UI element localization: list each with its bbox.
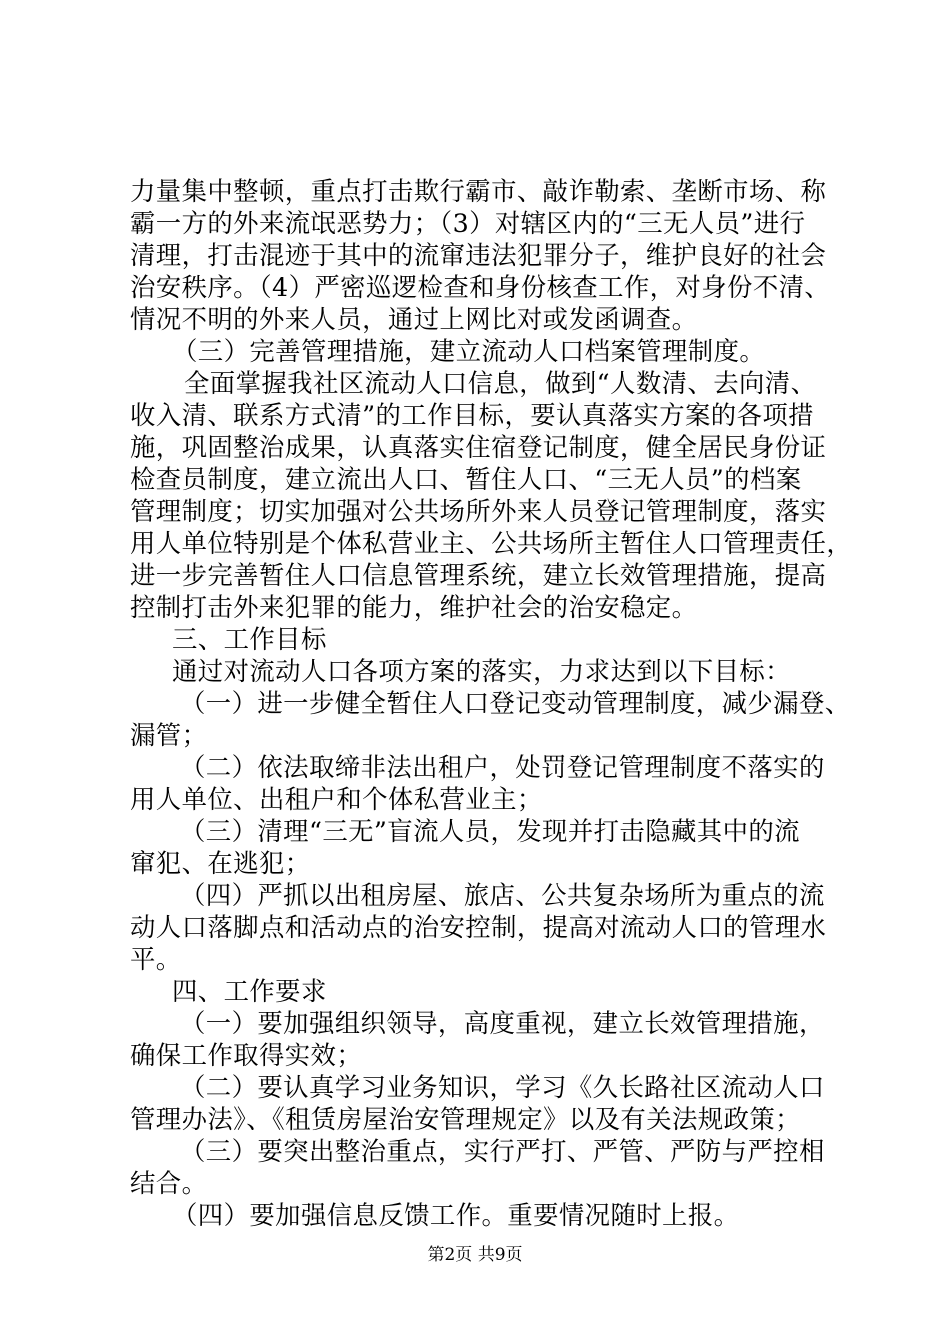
text-line: 检查员制度，建立流出人口、暂住人口、“三无人员”的档案 — [130, 464, 802, 494]
text-line: 清理，打击混迹于其中的流窜违法犯罪分子，维护良好的社会 — [130, 240, 827, 270]
text-line: 窜犯、在逃犯； — [130, 848, 311, 878]
section-heading: 四、工作要求 — [172, 976, 327, 1006]
text-line: 漏管； — [130, 720, 208, 750]
section-heading: 三、工作目标 — [172, 624, 327, 654]
text-line: 全面掌握我社区流动人口信息，做到“人数清、去向清、 — [184, 368, 817, 398]
list-item: （二）依法取缔非法出租户，处罚登记管理制度不落实的 — [180, 752, 825, 782]
list-item: （一）要加强组织领导，高度重视，建立长效管理措施， — [180, 1008, 825, 1038]
page-number-footer: 第2页 共9页 — [427, 1245, 523, 1265]
section-heading: （三）完善管理措施，建立流动人口档案管理制度。 — [172, 336, 766, 366]
list-item: （一）进一步健全暂住人口登记变动管理制度，减少漏登、 — [180, 688, 851, 718]
list-item: （四）要加强信息反馈工作。重要情况随时上报。 — [172, 1200, 740, 1230]
list-item: （三）清理“三无”盲流人员，发现并打击隐藏其中的流 — [180, 816, 800, 846]
text-line: 管理制度；切实加强对公共场所外来人员登记管理制度，落实 — [130, 496, 827, 526]
text-line: 动人口落脚点和活动点的治安控制，提高对流动人口的管理水 — [130, 912, 827, 942]
text-line: 平。 — [130, 944, 182, 974]
text-line: 控制打击外来犯罪的能力，维护社会的治安稳定。 — [130, 592, 698, 622]
text-line: 进一步完善暂住人口信息管理系统，建立长效管理措施，提高 — [130, 560, 827, 590]
text-line: 管理办法》、《租赁房屋治安管理规定》以及有关法规政策； — [130, 1104, 801, 1134]
text-line: 治安秩序。（4）严密巡逻检查和身份核查工作，对身份不清、 — [130, 272, 831, 302]
text-line: 用人单位、出租户和个体私营业主； — [130, 784, 543, 814]
text-line: 霸一方的外来流氓恶势力；（3）对辖区内的“三无人员”进行 — [130, 208, 806, 238]
text-line: 通过对流动人口各项方案的落实，力求达到以下目标： — [172, 656, 791, 686]
text-line: 结合。 — [130, 1168, 208, 1198]
text-line: 用人单位特别是个体私营业主、公共场所主暂住人口管理责任， — [130, 528, 853, 558]
list-item: （三）要突出整治重点，实行严打、严管、严防与严控相 — [180, 1136, 825, 1166]
list-item: （四）严抓以出租房屋、旅店、公共复杂场所为重点的流 — [180, 880, 825, 910]
text-line: 确保工作取得实效； — [130, 1040, 363, 1070]
text-line: 施，巩固整治成果，认真落实住宿登记制度，健全居民身份证 — [130, 432, 827, 462]
text-line: 收入清、联系方式清”的工作目标，要认真落实方案的各项措 — [130, 400, 814, 430]
list-item: （二）要认真学习业务知识，学习《久长路社区流动人口 — [180, 1072, 825, 1102]
text-line: 情况不明的外来人员，通过上网比对或发函调查。 — [130, 304, 698, 334]
text-line: 力量集中整顿，重点打击欺行霸市、敲诈勒索、垄断市场、称 — [130, 176, 827, 206]
